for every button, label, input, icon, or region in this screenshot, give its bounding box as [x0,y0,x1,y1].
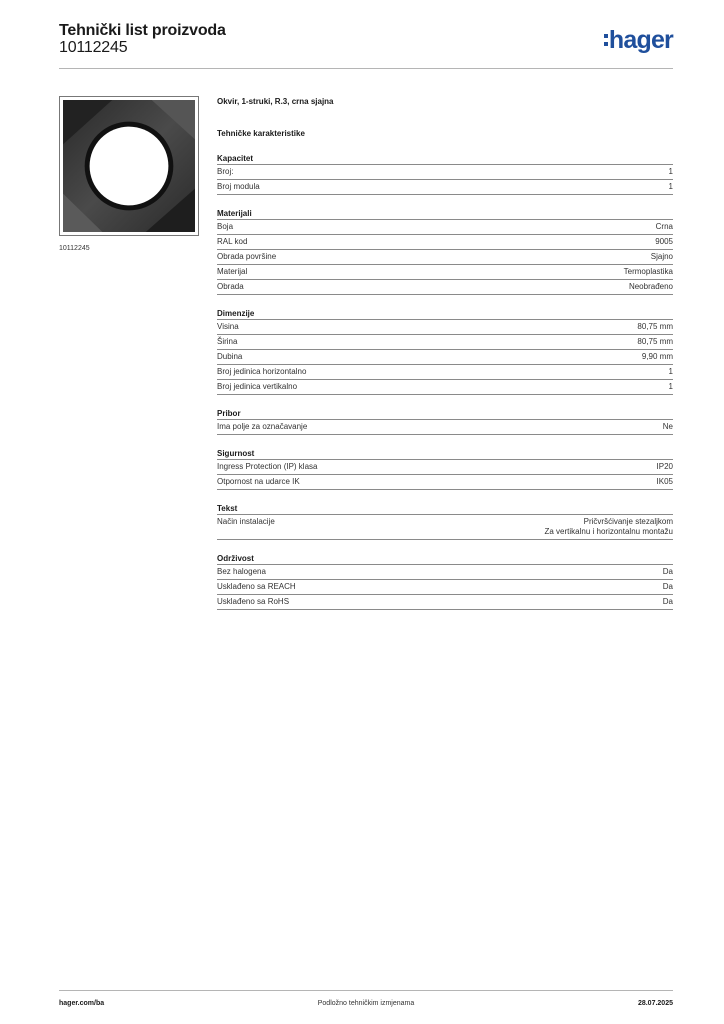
spec-value-line: Pričvršćivanje stezaljkom [583,517,673,526]
spec-row [217,420,673,435]
spec-row [217,565,673,580]
spec-value-line: Da [662,597,673,606]
spec-section [217,503,673,540]
document-title: Tehnički list proizvoda [59,22,226,39]
spec-label: RAL kod [217,237,248,246]
spec-value-line: Za vertikalnu i horizontalnu montažu [544,527,673,536]
section-title: Održivost [217,553,673,565]
spec-label: Materijal [217,267,248,276]
spec-value-line: Sjajno [650,252,673,261]
spec-value [544,517,673,537]
section-title: Sigurnost [217,448,673,460]
spec-label: Usklađeno sa RoHS [217,597,290,606]
spec-row [217,265,673,280]
spec-value-line: 80,75 mm [637,337,673,346]
spec-value-line: 1 [668,382,673,391]
spec-row [217,380,673,395]
spec-value [669,382,673,392]
spec-value [642,352,673,362]
spec-section [217,308,673,395]
spec-value [663,597,673,607]
spec-value [663,422,673,432]
spec-label: Broj jedinica horizontalno [217,367,307,376]
spec-value [663,567,673,577]
spec-label: Obrada [217,282,244,291]
spec-value [669,367,673,377]
section-title: Materijali [217,208,673,220]
spec-section [217,448,673,490]
spec-label: Bez halogena [217,567,266,576]
spec-section [217,408,673,435]
spec-row [217,320,673,335]
spec-row [217,250,673,265]
spec-sections [217,153,673,610]
spec-value [663,582,673,592]
spec-value [637,337,673,347]
spec-value-line: 1 [668,182,673,191]
logo-dots-icon [604,32,608,48]
spec-row [217,460,673,475]
spec-value [656,222,673,232]
product-name: Okvir, 1-struki, R.3, crna sjajna [217,97,334,106]
footer-notice: Podložno tehničkim izmjenama [317,1000,415,1007]
spec-label: Dubina [217,352,243,361]
spec-label: Širina [217,337,238,346]
spec-row [217,350,673,365]
image-caption: 10112245 [59,245,90,252]
spec-value-line: 9,90 mm [641,352,673,361]
spec-value [651,252,673,262]
spec-section [217,153,673,195]
spec-value-line: Neobrađeno [628,282,673,291]
spec-label: Obrada površine [217,252,277,261]
tech-heading: Tehničke karakteristike [217,129,305,138]
product-details [217,96,673,610]
spec-row [217,180,673,195]
product-image [59,96,199,236]
spec-value [669,167,673,177]
spec-value-line: IK05 [656,477,673,486]
spec-label: Način instalacije [217,517,275,526]
spec-value [637,322,673,332]
section-title: Kapacitet [217,153,673,165]
spec-label: Boja [217,222,234,231]
spec-row [217,365,673,380]
spec-row [217,515,673,540]
spec-label: Broj jedinica vertikalno [217,382,298,391]
spec-value-line: Da [662,567,673,576]
spec-value [669,182,673,192]
spec-row [217,475,673,490]
hager-logo [604,26,673,54]
spec-value-line: 80,75 mm [637,322,673,331]
spec-value [657,477,673,487]
section-title: Pribor [217,408,673,420]
spec-label: Broj modula [217,182,260,191]
spec-section [217,208,673,295]
spec-value [655,237,673,247]
spec-row [217,280,673,295]
section-title: Tekst [217,503,673,515]
spec-row [217,220,673,235]
spec-value-line: 1 [668,367,673,376]
footer-website: hager.com/ba [59,1000,105,1007]
spec-row [217,165,673,180]
spec-row [217,235,673,250]
logo-text: hager [608,26,673,54]
frame-product-icon [63,100,195,232]
spec-value-line: IP20 [656,462,673,471]
spec-label: Ima polje za označavanje [217,422,308,431]
section-title: Dimenzije [217,308,673,320]
spec-label: Broj: [217,167,234,176]
spec-value [624,267,673,277]
spec-label: Otpornost na udarce IK [217,477,300,486]
page-header [59,22,673,69]
spec-value-line: Ne [662,422,673,431]
spec-label: Visina [217,322,239,331]
page-footer [59,990,673,1010]
document-number: 10112245 [59,39,128,56]
spec-label: Usklađeno sa REACH [217,582,296,591]
spec-value [657,462,673,472]
spec-value-line: 1 [668,167,673,176]
spec-row [217,335,673,350]
spec-value-line: Termoplastika [623,267,673,276]
spec-value [629,282,673,292]
spec-label: Ingress Protection (IP) klasa [217,462,318,471]
spec-value-line: 9005 [655,237,673,246]
footer-date: 28.07.2025 [637,1000,673,1007]
spec-section [217,553,673,610]
spec-value-line: Crna [655,222,673,231]
spec-row [217,580,673,595]
spec-row [217,595,673,610]
spec-value-line: Da [662,582,673,591]
